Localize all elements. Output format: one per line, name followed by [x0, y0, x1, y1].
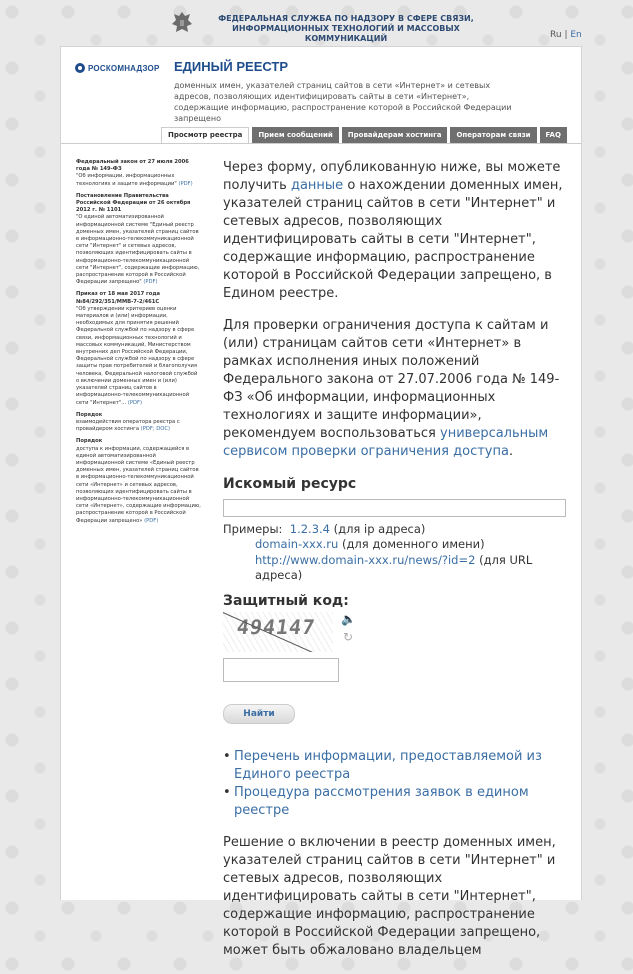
sidebar-item-decree-1101 — [76, 193, 201, 287]
sidebar-pdf-link[interactable]: (PDF) — [143, 279, 158, 286]
sidebar-item-text: взаимодействия оператора реестра с провайдером хостинга — [76, 418, 180, 433]
sidebar-item-law-149 — [76, 159, 201, 188]
nav-divider — [61, 143, 581, 144]
lang-en-link[interactable]: En — [570, 30, 582, 40]
captcha-input[interactable] — [223, 658, 339, 682]
check-end: . — [508, 444, 514, 459]
page-container — [60, 46, 582, 958]
tab-receive-messages[interactable]: Прием сообщений — [252, 127, 338, 143]
captcha-code: 494147 — [235, 614, 317, 639]
captcha-image — [223, 612, 333, 652]
sidebar-item-access-procedure — [76, 438, 201, 524]
sidebar-item-title: Порядок — [76, 438, 103, 445]
intro-text-cont: о нахождении доменных имен, указателей страниц сайтов в сети "Интернет" и сетевых адресов, позволяющих идентифицировать сайты в сети "Интернет", содержащие информацию, распространение которой в Российской Федерации запрещено, в Едином реестре. — [223, 178, 563, 301]
tab-view-registry[interactable]: Просмотр реестра — [161, 127, 249, 144]
tab-faq[interactable]: FAQ — [540, 127, 567, 143]
universal-check-link[interactable]: универсальным сервисом проверки ограничения доступа — [223, 426, 549, 459]
lang-ru[interactable]: Ru — [550, 30, 562, 40]
info-list-link[interactable]: Перечень информации, предоставляемой из Единого реестра — [234, 748, 542, 782]
sidebar-doc-link[interactable]: DOC) — [156, 426, 170, 433]
tab-hosting-providers[interactable]: Провайдерам хостинга — [342, 127, 448, 143]
intro-text: Через форму, опубликованную ниже, вы можете получить — [223, 160, 561, 193]
sidebar-item-text: "Об утверждении критериев оценки материалов и (или) информации, необходимых для принятия решений Федеральной службой по надзору в сфере связи, информационных технологий и массовых коммуникаций, Министерством внутренних дел Российской Федерации, Федеральной службой по надзору в сфере защиты прав потребителей и благополучия человека, Федеральной налоговой службой о включении доменных имен и (или) указателей страниц сайтов в информационно-телекоммуникационной сети "Интернет"... — [76, 305, 198, 406]
sidebar-item-hosting-procedure — [76, 412, 201, 434]
search-input[interactable] — [223, 499, 566, 517]
example-ip-row — [223, 522, 568, 538]
check-text: Для проверки ограничения доступа к сайтам и (или) страницам сайтов сети «Интернет» в рамках исполнения иных положений Федерального закона от 27.07.2006 года № 149-ФЗ «Об информации, информационных технологиях и защите информации», рекомендуем воспользоваться — [223, 318, 560, 441]
example-domain-link[interactable]: domain-xxx.ru — [255, 537, 339, 551]
list-item — [234, 784, 568, 820]
list-item — [234, 748, 568, 784]
sidebar-item-text: доступа к информации, содержащейся в единой автоматизированной информационной системе «Единый реестр доменных имен, указателей страниц сайтов в информационно-телекоммуникационной сети «Интернет» и сетевых адресов, позволяющих идентифицировать сайты в информационно-телекоммуникационной сети «Интернет», содержащие информацию, распространение которой в Российской Федерации запрещено» — [76, 445, 201, 524]
find-button[interactable]: Найти — [223, 704, 295, 724]
captcha-title: Защитный код: — [223, 592, 349, 609]
sidebar-pdf-link[interactable]: (PDF; — [140, 426, 155, 433]
example-url-note: (для URL адреса) — [255, 552, 533, 582]
example-ip-link[interactable]: 1.2.3.4 — [289, 521, 330, 536]
sidebar-item-title: Постановление Правительства Российской Федерации от 26 октября 2012 г. № 1101 — [76, 192, 191, 214]
captcha-row — [223, 612, 568, 652]
decision-paragraph: Решение о включении в реестр доменных имен, указателей страниц сайтов в сети "Интернет" и сетевых адресов, позволяющих идентифицировать сайты в сети "Интернет", содержащие информацию, распространение которой в Российской Федерации запрещено, может быть обжаловано владельцем — [223, 834, 556, 958]
example-url-link[interactable]: http://www.domain-xxx.ru/news/?id=2 — [255, 552, 476, 567]
procedure-link[interactable]: Процедура рассмотрения заявок в едином реестре — [234, 784, 529, 818]
refresh-icon[interactable]: ↻ — [342, 629, 354, 644]
search-title: Искомый ресурс — [223, 476, 357, 492]
language-switcher — [550, 30, 582, 40]
sidebar-item-title: Приказ от 18 мая 2017 года №84/292/351/ММВ-7-2/461С — [76, 291, 161, 305]
example-domain-row — [223, 537, 568, 553]
main-content — [223, 159, 568, 974]
examples-label: Примеры: — [223, 521, 283, 536]
sidebar-pdf-link[interactable]: (PDF) — [144, 517, 159, 524]
rkn-logo-icon — [75, 63, 85, 73]
check-paragraph — [223, 317, 568, 461]
main-nav — [161, 127, 567, 144]
site-header — [0, 0, 633, 46]
info-links-list — [223, 748, 568, 820]
audio-icon[interactable]: 🔈 — [341, 611, 356, 626]
lang-separator: | — [564, 30, 568, 40]
rkn-logo-text: РОСКОМНАДЗОР — [88, 63, 160, 73]
agency-title: ФЕДЕРАЛЬНАЯ СЛУЖБА ПО НАДЗОРУ В СФЕРЕ СВЯЗИ, ИНФОРМАЦИОННЫХ ТЕХНОЛОГИЙ И МАССОВЫХ КОММУНИКАЦИЙ — [218, 14, 474, 43]
sidebar — [76, 159, 201, 530]
search-examples — [223, 522, 568, 584]
registry-title: ЕДИНЫЙ РЕЕСТР — [174, 59, 289, 74]
sidebar-item-title: Федеральный закон от 27 июля 2006 года № 149-ФЗ — [76, 159, 189, 173]
sidebar-item-text: "О единой автоматизированной информационной системе "Единый реестр доменных имен, указателей страниц сайтов в информационно-телекоммуникационной сети "Интернет" и сетевых адресов, позволяющих идентифицировать сайты в информационно-телекоммуникационной сети "Интернет", содержащие информацию, распространение которой в Российской Федерации запрещено" — [76, 214, 200, 286]
example-url-row — [223, 553, 568, 584]
registry-subtitle: доменных имен, указателей страниц сайтов в сети «Интернет» и сетевых адресов, позволяющих идентифицировать сайты в сети «Интернет», содержащие информацию, распространение которой в Российской Федерации запрещено — [174, 81, 512, 123]
intro-paragraph — [223, 159, 568, 303]
sidebar-pdf-link[interactable]: (PDF) — [127, 399, 143, 406]
sidebar-pdf-link[interactable]: (PDF) — [178, 180, 193, 187]
rkn-logo[interactable] — [75, 61, 160, 75]
example-domain-note: (для доменного имени) — [341, 537, 485, 551]
example-ip-note: (для ip адреса) — [333, 521, 426, 536]
tab-telecom-operators[interactable]: Операторам связи — [450, 127, 536, 143]
captcha-tools — [341, 612, 355, 644]
data-link[interactable]: данные — [290, 178, 344, 193]
sidebar-item-text: "Об информации, информационных технологиях и защите информации" — [76, 173, 177, 187]
coat-of-arms-icon — [170, 10, 194, 38]
sidebar-item-title: Порядок — [76, 411, 103, 418]
sidebar-item-order-84 — [76, 291, 201, 406]
